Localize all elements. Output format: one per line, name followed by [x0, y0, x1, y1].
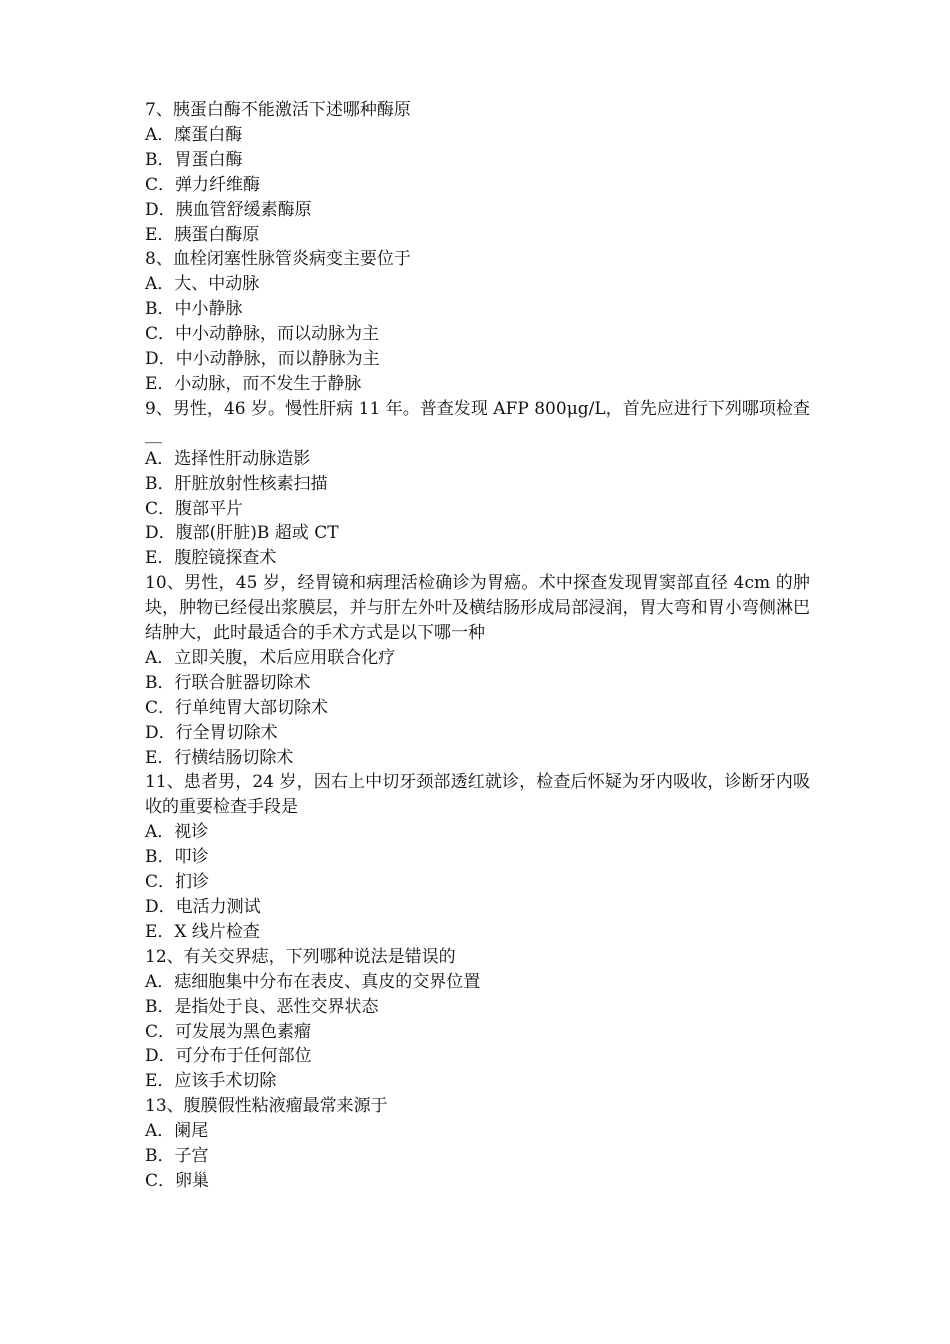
- option-a: A．选择性肝动脉造影: [145, 448, 311, 469]
- question-text: 12、有关交界痣，下列哪种说法是错误的: [145, 946, 456, 967]
- option-a: A．阑尾: [145, 1121, 209, 1142]
- option-b: B．行联合脏器切除术: [145, 672, 311, 693]
- option-a: A．糜蛋白酶: [145, 124, 243, 145]
- option-a: A．立即关腹，术后应用联合化疗: [145, 647, 396, 668]
- question-10: [145, 571, 810, 770]
- option-b: B．肝脏放射性核素扫描: [145, 473, 328, 494]
- question-8: [145, 247, 810, 396]
- question-text: 13、腹膜假性粘液瘤最常来源于: [145, 1096, 388, 1117]
- question-11: [145, 770, 810, 944]
- option-d: D．可分布于任何部位: [145, 1046, 312, 1067]
- question-12: [145, 945, 810, 1094]
- option-c: C．腹部平片: [145, 498, 244, 519]
- question-9: [145, 397, 810, 571]
- option-c: C．卵巢: [145, 1170, 210, 1191]
- option-d: D．胰血管舒缓素酶原: [145, 199, 312, 220]
- option-b: B．中小静脉: [145, 299, 243, 320]
- option-e: E．X 线片检查: [145, 921, 260, 942]
- option-a: A．视诊: [145, 822, 209, 843]
- option-c: C．扪诊: [145, 872, 210, 893]
- option-b: B．胃蛋白酶: [145, 149, 243, 170]
- option-d: D．电活力测试: [145, 897, 261, 917]
- option-a: A．大、中动脉: [145, 274, 260, 295]
- option-d: D．行全胃切除术: [145, 722, 278, 743]
- option-c: C．行单纯胃大部切除术: [145, 697, 329, 718]
- option-b: B．子宫: [145, 1146, 209, 1167]
- option-e: E．胰蛋白酶原: [145, 224, 260, 245]
- question-list: [145, 98, 810, 1194]
- question-text: 11、患者男，24 岁，因右上中切牙颈部透红就诊，检查后怀疑为牙内吸收，诊断牙内吸收的重要检查手段是: [145, 772, 810, 818]
- option-e: E．应该手术切除: [145, 1071, 277, 1092]
- question-text: 10、男性，45 岁，经胃镜和病理活检确诊为胃癌。术中探查发现胃窦部直径 4cm 的肿块，肿物已经侵出浆膜层，并与肝左外叶及横结肠形成局部浸润，胃大弯和胃小弯侧淋巴结肿大，此时最适合的手术方式是以下哪一种: [145, 573, 810, 644]
- option-c: C．可发展为黑色素瘤: [145, 1021, 312, 1042]
- option-c: C．中小动静脉，而以动脉为主: [145, 324, 380, 345]
- option-b: B．叩诊: [145, 847, 209, 868]
- option-a: A．痣细胞集中分布在表皮、真皮的交界位置: [145, 971, 481, 992]
- question-text: 7、胰蛋白酶不能激活下述哪种酶原: [145, 100, 411, 120]
- option-e: E．行横结肠切除术: [145, 747, 294, 768]
- option-e: E．腹腔镜探查术: [145, 548, 277, 569]
- option-e: E．小动脉，而不发生于静脉: [145, 373, 362, 394]
- option-c: C．弹力纤维酶: [145, 174, 261, 195]
- question-text: 9、男性，46 岁。慢性肝病 11 年。普查发现 AFP 800μg/L，首先应进行下列哪项检查__: [145, 398, 810, 444]
- option-b: B．是指处于良、恶性交界状态: [145, 996, 379, 1017]
- question-13: [145, 1094, 810, 1194]
- option-d: D．中小动静脉，而以静脉为主: [145, 349, 380, 370]
- option-d: D．腹部(肝脏)B 超或 CT: [145, 523, 339, 544]
- question-7: [145, 98, 810, 247]
- question-text: 8、血栓闭塞性脉管炎病变主要位于: [145, 249, 411, 270]
